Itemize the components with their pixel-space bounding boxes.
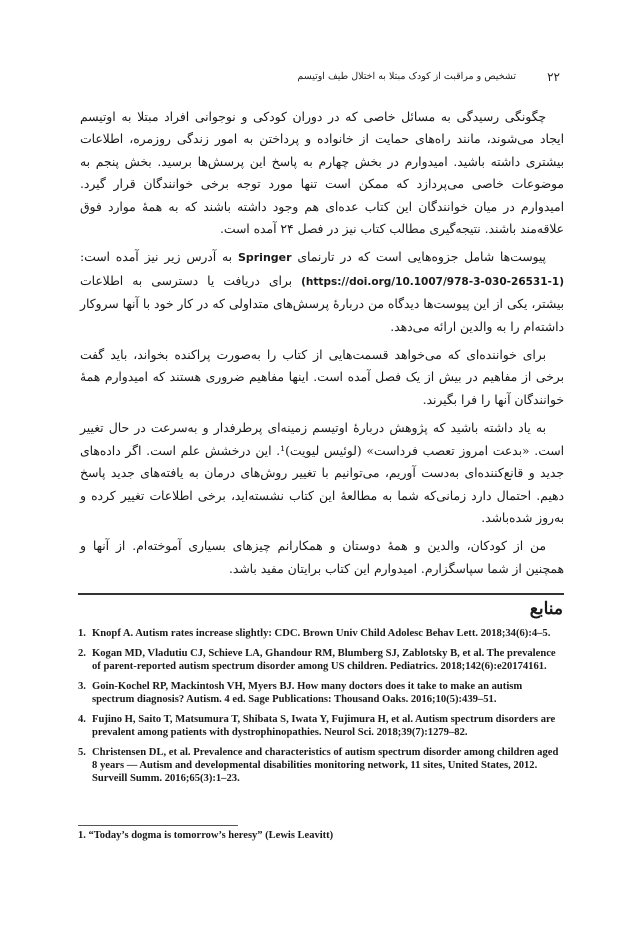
paragraph-2-part-a: پیوست‌ها شامل جزوه‌هایی است که در تارنمای — [297, 250, 546, 265]
references-divider — [78, 593, 564, 595]
footnote-divider — [78, 825, 238, 826]
reference-item — [78, 647, 566, 673]
paragraph-4: به یاد داشته باشید که پژوهش دربارهٔ اوتیسم زمینه‌ای پرطرفدار و به‌سرعت در حال تغییر است. «بدعت امروز تعصب فرداست» (لوئیس لیویت)¹. این درخشش علم است. اگر داده‌های جدید و قانع‌کننده‌ای به‌دست آوریم، می‌توانیم با تغییر روش‌های درمان به یافته‌های جدید پاسخ دهیم. احتمال دارد زمانی‌که شما به مطالعهٔ این کتاب نشسته‌اید، برخی اطلاعات تغییر کرده و به‌روز شده‌باشد. — [80, 421, 564, 525]
reference-item — [78, 627, 566, 640]
reference-list — [78, 627, 566, 792]
page-number: ۲۲ — [547, 70, 560, 84]
doi-link[interactable]: (https://doi.org/10.1007/978-3-030-26531-1) — [301, 275, 564, 288]
body-text — [80, 106, 564, 586]
reference-item — [78, 746, 566, 785]
reference-text: Goin-Kochel RP, Mackintosh VH, Myers BJ. How many doctors does it take to make an autism spectrum diagnosis? Autism. 4 ed. Sage Publications: Thousand Oaks. 2016;10(5):439–51. — [92, 681, 523, 705]
reference-text: Knopf A. Autism rates increase slightly: CDC. Brown Univ Child Adolesc Behav Lett. 2018;34(6):4–5. — [92, 628, 551, 639]
reference-item — [78, 680, 566, 706]
running-title: تشخیص و مراقبت از کودک مبتلا به اختلال طیف اوتیسم — [297, 71, 516, 82]
reference-number: 5. — [78, 747, 86, 758]
references-title: منابع — [529, 599, 563, 619]
reference-item — [78, 713, 566, 739]
paragraph-1: چگونگی رسیدگی به مسائل خاصی که در دوران کودکی و نوجوانی افراد مبتلا به اوتیسم ایجاد می‌شوند، مانند راه‌های حمایت از خانواده و پرداختن به امور زندگی روزمره، اطلاعات بیشتری داشته باشید. امیدوارم در بخش چهارم به پاسخ این پرسش‌ها برسید. بخش پنجم به موضوعات خاصی می‌پردازد که ممکن است تنها مورد توجه برخی خوانندگان قرار گیرد. امیدوارم در میان خوانندگان این کتاب عده‌ای هم وجود داشته باشند که به همهٔ موارد فوق علاقه‌مند باشند. نتیجه‌گیری مطالب کتاب نیز در فصل ۲۴ آمده است. — [80, 110, 564, 237]
reference-text: Fujino H, Saito T, Matsumura T, Shibata S, Iwata Y, Fujimura H, et al. Autism spectrum disorders are prevalent among patients with dystrophinopathies. Neurol Sci. 2018;39(7):1279–82. — [92, 714, 556, 738]
reference-number: 4. — [78, 714, 86, 725]
reference-text: Christensen DL, et al. Prevalence and characteristics of autism spectrum disorder among children aged 8 years — Autism and developmental disabilities monitoring network, 11 sites, United States, 2012. Surveill Summ. 2016;65(3):1–23. — [92, 747, 559, 784]
reference-number: 3. — [78, 681, 86, 692]
paragraph-2-part-b: به آدرس زیر نیز آمده است: — [80, 250, 233, 265]
paragraph-2 — [80, 246, 564, 338]
running-header — [80, 70, 560, 88]
reference-number: 1. — [78, 628, 86, 639]
paragraph-5: من از کودکان، والدین و همهٔ دوستان و همکارانم چیزهای بسیاری آموخته‌ام. از آنها و همچنین از شما سپاسگزارم. امیدوارم این کتاب برایتان مفید باشد. — [80, 539, 564, 576]
springer-label: Springer — [237, 251, 292, 265]
footnote: 1. “Today’s dogma is tomorrow’s heresy” (Lewis Leavitt) — [78, 830, 334, 841]
paragraph-2-part-c: برای دریافت یا دسترسی به اطلاعات بیشتر، یکی از این پیوست‌ها دیدگاه من دربارهٔ پرسش‌های متداولی که در کار خود با آنها سروکار داشته‌ام را به والدین ارائه می‌دهد. — [80, 273, 564, 334]
reference-number: 2. — [78, 648, 86, 659]
reference-text: Kogan MD, Vladutiu CJ, Schieve LA, Ghandour RM, Blumberg SJ, Zablotsky B, et al. The prevalence of parent-reported autism spectrum disorder among US children. Pediatrics. 2018;142(6):e20174161. — [92, 648, 556, 672]
paragraph-3: برای خواننده‌ای که می‌خواهد قسمت‌هایی از کتاب را به‌صورت پراکنده بخواند، باید گفت برخی از مفاهیم در بیش از یک فصل آمده است. اینها مفاهیم ضروری هستند که امیدوارم همهٔ خوانندگان آنها را فرا بگیرند. — [80, 348, 564, 407]
